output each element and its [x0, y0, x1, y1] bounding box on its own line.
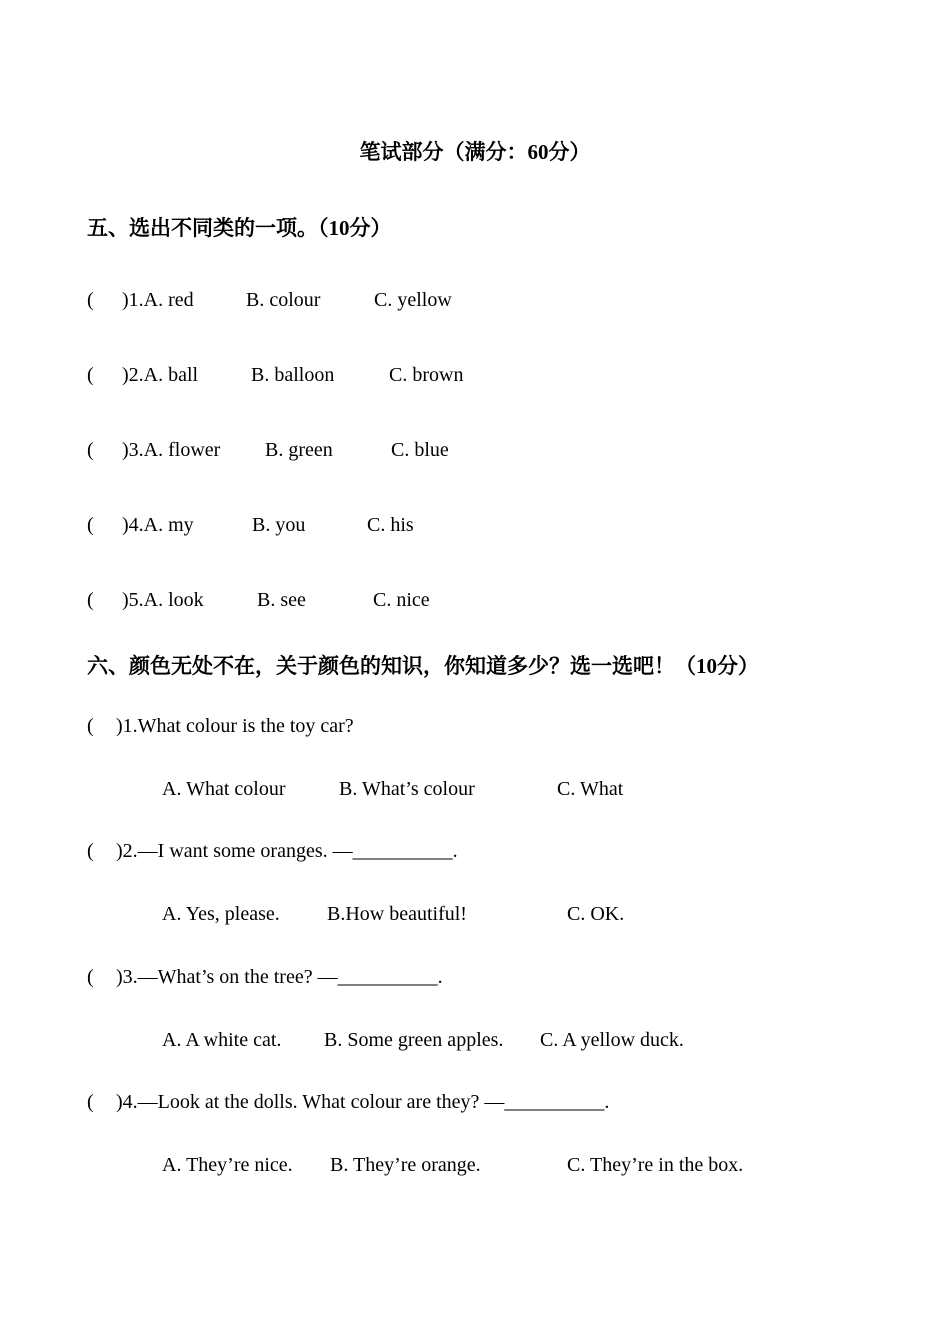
- answer-paren: (: [87, 439, 94, 461]
- option-b: B.How beautiful!: [327, 903, 467, 925]
- answer-paren: (: [87, 289, 94, 311]
- section-6-heading: 六、颜色无处不在，关于颜色的知识，你知道多少？选一选吧！（10分）: [87, 654, 759, 678]
- question-text: )3.—What’s on the tree? —__________.: [116, 966, 443, 988]
- section-5-heading: 五、选出不同类的一项。（10分）: [87, 216, 392, 240]
- option-a: )2.A. ball: [122, 364, 199, 386]
- question-text: )4.—Look at the dolls. What colour are they? —__________.: [116, 1091, 610, 1113]
- question-text: )2.—I want some oranges. —__________.: [116, 840, 458, 862]
- option-b: B. What’s colour: [339, 778, 475, 800]
- answer-paren: (: [87, 514, 94, 536]
- answer-paren: (: [87, 840, 94, 862]
- option-b: B. green: [265, 439, 333, 461]
- answer-paren: (: [87, 364, 94, 386]
- option-c: C. brown: [389, 364, 464, 386]
- option-c: C. blue: [391, 439, 449, 461]
- option-c: C. nice: [373, 589, 430, 611]
- option-a: )4.A. my: [122, 514, 194, 536]
- option-a: )1.A. red: [122, 289, 194, 311]
- option-b: B. colour: [246, 289, 321, 311]
- option-a: A. A white cat.: [162, 1029, 282, 1051]
- option-c: C. yellow: [374, 289, 452, 311]
- option-a: A. Yes, please.: [162, 903, 280, 925]
- option-c: C. What: [557, 778, 624, 800]
- question-text: )1.What colour is the toy car?: [116, 715, 354, 737]
- answer-paren: (: [87, 966, 94, 988]
- answer-paren: (: [87, 589, 94, 611]
- option-c: C. OK.: [567, 903, 625, 925]
- option-b: B. Some green apples.: [324, 1029, 504, 1051]
- option-c: C. his: [367, 514, 414, 536]
- option-b: B. They’re orange.: [330, 1154, 481, 1176]
- option-a: A. They’re nice.: [162, 1154, 293, 1176]
- option-a: A. What colour: [162, 778, 286, 800]
- option-a: )5.A. look: [122, 589, 204, 611]
- option-b: B. see: [257, 589, 306, 611]
- option-b: B. balloon: [251, 364, 335, 386]
- option-c: C. A yellow duck.: [540, 1029, 684, 1051]
- page-title: 笔试部分（满分：60分）: [359, 140, 591, 164]
- answer-paren: (: [87, 1091, 94, 1113]
- option-b: B. you: [252, 514, 306, 536]
- answer-paren: (: [87, 715, 94, 737]
- option-a: )3.A. flower: [122, 439, 221, 461]
- option-c: C. They’re in the box.: [567, 1154, 744, 1176]
